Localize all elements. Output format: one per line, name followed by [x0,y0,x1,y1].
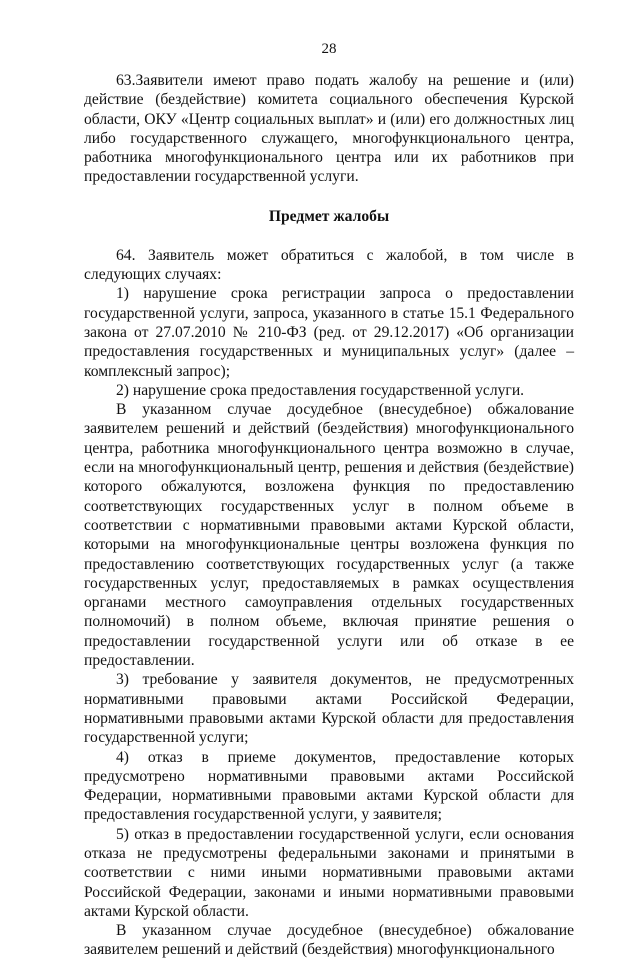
page-number: 28 [321,41,337,57]
list-item-2: 2) нарушение срока предоставления государственной услуги. [116,381,525,399]
paragraph-64-intro: 64. Заявитель может обратиться с жалобой, в том числе в следующих случаях: [84,246,574,284]
note-paragraph-2: В указанном случае досудебное (внесудебное) обжалование заявителем решений и действий (бездействия) многофункционального [84,922,574,959]
note-paragraph-1: В указанном случае досудебное (внесудебное) обжалование заявителем решений и действий (бездействия) многофункционального центра, работника многофункционального центра возможно в случае, если на многофункциональный центр, решения и действия (бездействие) которого обжалуются, возложена функция по предоставлению соответствующих государственных услуг в полном объеме в соответствии с нормативными правовыми актами Курской области, которыми на многофункциональные центры возложена функция по предоставлению соответствующих государственных услуг (а также государственных услуг, предоставляемых в рамках осуществления органами местного самоуправления отдельных государственных полномочий) в полном объеме, включая принятие решения о предоставлении государственной услуги или об отказе в ее предоставлении. [84,401,574,670]
section-heading: Предмет жалобы [268,207,390,225]
paragraph-63: 63.Заявители имеют право подать жалобу на решение и (или) действие (бездействие) комитета социального обеспечения Курской области, ОКУ «Центр социальных выплат» и (или) его должностных лиц либо государственного служащего, многофункционального центра, работника многофункционального центра или их работников при предоставлении государственной услуги. [84,72,574,186]
list-item-1: 1) нарушение срока регистрации запроса о предоставлении государственной услуги, запроса, указанного в статье 15.1 Федерального закона от 27.07.2010 № 210-ФЗ (ред. от 29.12.2017) «Об организации предоставления государственных и муниципальных услуг» (далее – комплексный запрос); [84,285,574,380]
list-item-4: 4) отказ в приеме документов, предоставление которых предусмотрено нормативными правовыми актами Российской Федерации, нормативными правовыми актами Курской области для предоставления государственной услуги, у заявителя; [84,748,574,824]
list-item-3: 3) требование у заявителя документов, не предусмотренных нормативными правовыми актами Российской Федерации, нормативными правовыми актами Курской области для предоставления государственной услуги; [84,671,574,747]
list-item-5: 5) отказ в предоставлении государственной услуги, если основания отказа не предусмотрены федеральными законами и принятыми в соответствии с ними иными нормативными правовыми актами Российской Федерации, законами и иными нормативными правовыми актами Курской области. [84,825,574,920]
